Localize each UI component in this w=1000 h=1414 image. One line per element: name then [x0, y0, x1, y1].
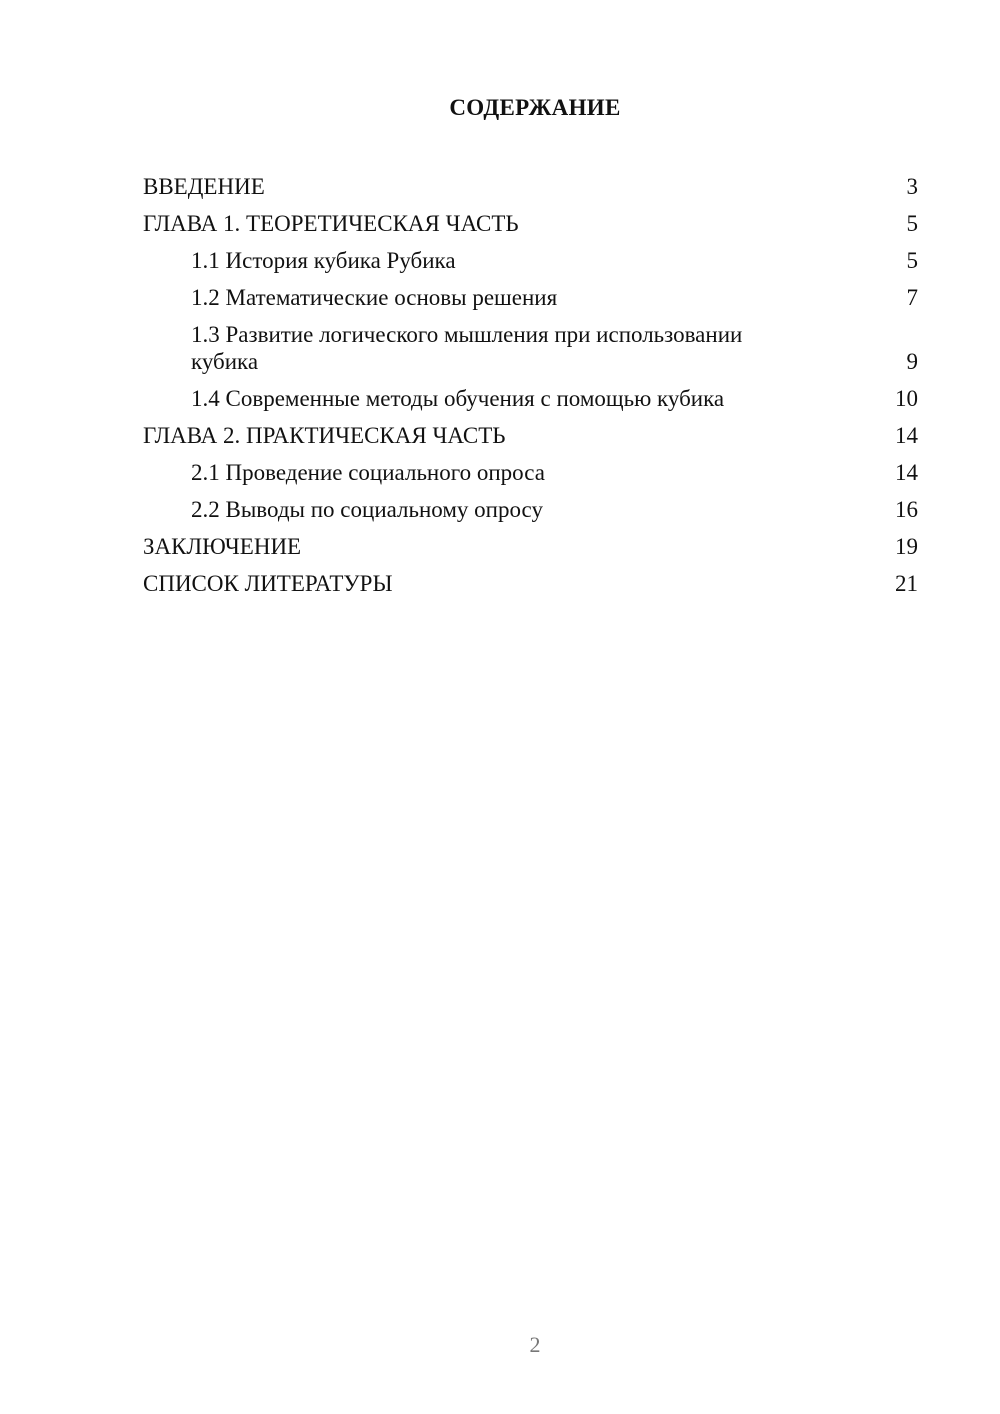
toc-entry-page: 14 [895, 423, 918, 448]
toc-entry-page: 16 [895, 497, 918, 522]
page-number: 2 [529, 1332, 541, 1357]
toc-entry-conclusion[interactable] [143, 528, 918, 565]
toc-entry-page: 10 [895, 386, 918, 411]
toc-entry-section-1-3[interactable] [143, 316, 918, 380]
toc-entry-label: ВВЕДЕНИЕ [143, 174, 265, 199]
toc-title: СОДЕРЖАНИЕ [449, 95, 621, 120]
toc-entry-page: 3 [906, 174, 918, 199]
toc-entry-page: 9 [906, 349, 918, 374]
toc-entry-section-1-2[interactable] [143, 279, 918, 316]
toc-entry-label: 1.1 История кубика Рубика [191, 248, 456, 273]
toc-entry-page: 5 [906, 211, 918, 236]
toc-entry-label: ГЛАВА 1. ТЕОРЕТИЧЕСКАЯ ЧАСТЬ [143, 211, 519, 236]
toc-entry-section-1-4[interactable] [143, 380, 918, 417]
toc-entry-label: 2.2 Выводы по социальному опросу [191, 497, 543, 522]
toc-entry-page: 14 [895, 460, 918, 485]
toc-entry-section-2-2[interactable] [143, 491, 918, 528]
toc-entry-page: 7 [906, 285, 918, 310]
toc-entry-label: ГЛАВА 2. ПРАКТИЧЕСКАЯ ЧАСТЬ [143, 423, 506, 448]
toc-entry-page: 21 [895, 571, 918, 596]
toc-entry-label: 2.1 Проведение социального опроса [191, 460, 545, 485]
toc-entry-introduction[interactable] [143, 168, 918, 205]
toc-entry-chapter-2[interactable] [143, 417, 918, 454]
toc-entry-label: 1.4 Современные методы обучения с помощью кубика [191, 386, 725, 411]
toc-entry-page: 19 [895, 534, 918, 559]
toc-entry-label: СПИСОК ЛИТЕРАТУРЫ [143, 571, 393, 596]
toc-entry-section-2-1[interactable] [143, 454, 918, 491]
toc-entry-label: 1.2 Математические основы решения [191, 285, 558, 310]
toc-entry-label: 1.3 Развитие логического мышления при использовании кубика [191, 322, 743, 374]
toc-entry-label: ЗАКЛЮЧЕНИЕ [143, 534, 302, 559]
toc-entry-section-1-1[interactable] [143, 242, 918, 279]
table-of-contents [143, 168, 918, 602]
toc-entry-chapter-1[interactable] [143, 205, 918, 242]
toc-entry-page: 5 [906, 248, 918, 273]
toc-entry-references[interactable] [143, 565, 918, 602]
